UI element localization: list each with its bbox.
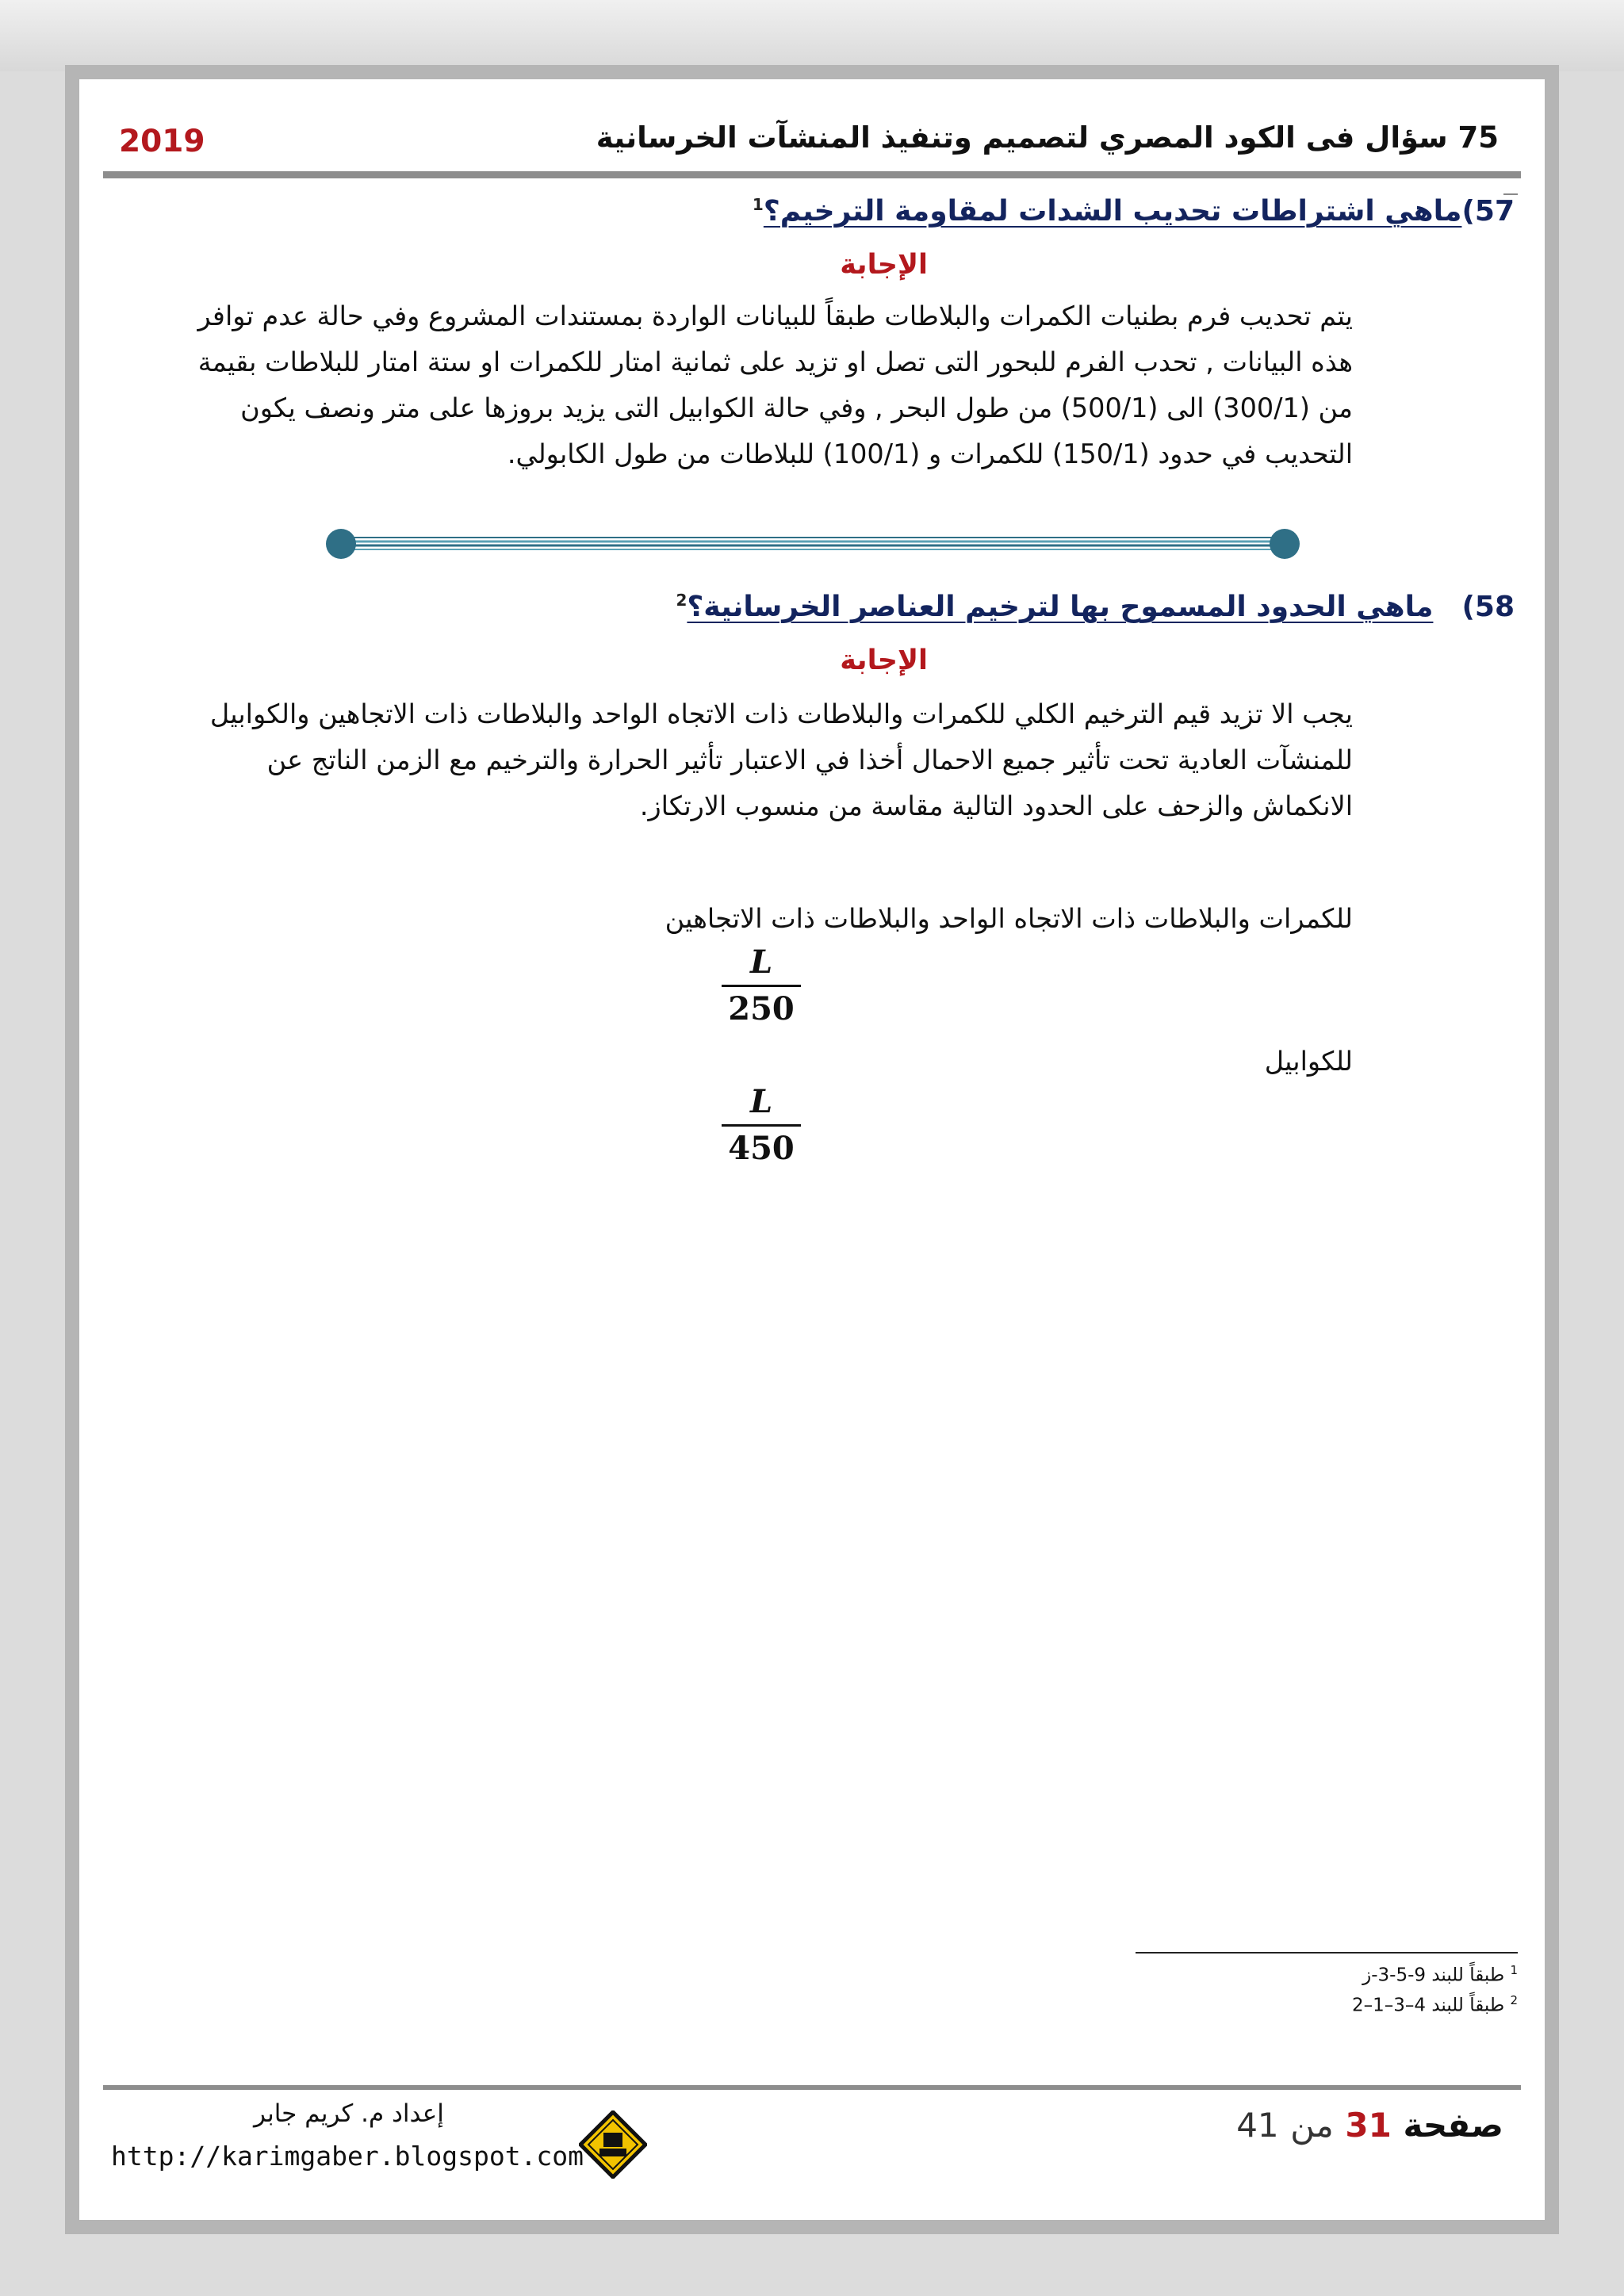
question-number: 57) <box>1461 195 1515 228</box>
footnote-number: 1 <box>1510 1963 1518 1977</box>
fraction-l-over-450 <box>722 1083 801 1168</box>
footnote-ref: 2 <box>676 591 688 610</box>
question-57 <box>753 195 1515 228</box>
paragraph-line: يجب الا تزيد قيم الترخيم الكلي للكمرات والبلاطات ذات الاتجاه الواحد والبلاطات ذات الاتجاهين والكوابيل <box>209 698 1353 729</box>
fraction-bar <box>722 985 801 987</box>
question-58 <box>676 591 1515 623</box>
section-divider <box>325 528 1300 560</box>
footnote-ref: 1 <box>752 195 764 214</box>
page-total: 41 <box>1236 2106 1279 2145</box>
answer-57-paragraph <box>160 293 1353 477</box>
answer-label-57: الإجابة <box>840 249 928 281</box>
page-of: من <box>1290 2106 1334 2145</box>
header-year: 2019 <box>119 124 205 159</box>
question-number: 58) <box>1461 591 1515 623</box>
top-shading <box>0 0 1624 71</box>
fraction-denominator: 450 <box>728 1130 795 1167</box>
fraction-numerator: L <box>749 1083 773 1120</box>
case-beams-slabs-label: للكمرات والبلاطات ذات الاتجاه الواحد والبلاطات ذات الاتجاهين <box>665 903 1353 934</box>
footer-rule <box>103 2085 1521 2090</box>
header-rule <box>103 171 1521 178</box>
divider-dot-left <box>326 529 356 559</box>
fraction-l-over-250 <box>722 943 801 1028</box>
header-title: 75 سؤال فى الكود المصري لتصميم وتنفيذ المنشآت الخرسانية <box>596 121 1499 155</box>
page-current: 31 <box>1345 2106 1392 2145</box>
divider-dot-right <box>1270 529 1300 559</box>
author-credit: إعداد م. كريم جابر <box>254 2099 444 2128</box>
footnote-1 <box>1362 1963 1518 1986</box>
document-page <box>79 79 1545 2220</box>
paragraph-line: من (300/1) الى (500/1) من طول البحر , وفي حالة الكوابيل التى يزيد بروزها على متر ونصف يكون <box>240 392 1353 423</box>
answer-58-paragraph <box>24 691 1353 829</box>
paragraph-line: للمنشآت العادية تحت تأثير جميع الاحمال أخذا في الاعتبار تأثير الحرارة والترخيم مع الزمن الناتج عن <box>266 744 1353 775</box>
footnote-number: 2 <box>1510 1993 1518 2007</box>
answer-label-58: الإجابة <box>840 645 928 676</box>
footnote-text: طبقاً للبند 4–3–1–2 <box>1351 1995 1505 2016</box>
case-cantilevers-label: للكوابيل <box>1264 1046 1353 1077</box>
fraction-denominator: 250 <box>728 990 795 1027</box>
author-website-link[interactable]: http://karimgaber.blogspot.com <box>111 2141 584 2172</box>
footnote-text: طبقاً للبند 9-5-3-ز <box>1362 1965 1505 1986</box>
paragraph-line: هذه البيانات , تحدب الفرم للبحور التى تصل او تزيد على ثمانية امتار للكمرات او ستة امتار للبلاطات بقيمة <box>197 346 1353 377</box>
fraction-bar <box>722 1124 801 1127</box>
fraction-numerator: L <box>749 943 773 981</box>
footnote-2 <box>1352 1993 1518 2016</box>
question-text: ماهي الحدود المسموح بها لترخيم العناصر الخرسانية؟ <box>687 591 1434 623</box>
footnote-rule <box>1136 1952 1518 1954</box>
page-number <box>1236 2106 1503 2145</box>
author-logo-icon <box>579 2110 647 2179</box>
paragraph-line: التحديب في حدود (150/1) للكمرات و (100/1) للبلاطات من طول الكابولي. <box>507 438 1353 469</box>
paragraph-line: يتم تحديب فرم بطنيات الكمرات والبلاطات طبقاً للبيانات الواردة بمستندات المشروع وفي حالة عدم توافر <box>197 300 1353 331</box>
question-text: ماهي اشتراطات تحديب الشدات لمقاومة الترخيم؟ <box>763 195 1462 228</box>
page-word: صفحة <box>1403 2106 1503 2145</box>
paragraph-line: الانكماش والزحف على الحدود التالية مقاسة من منسوب الارتكاز. <box>639 790 1353 821</box>
